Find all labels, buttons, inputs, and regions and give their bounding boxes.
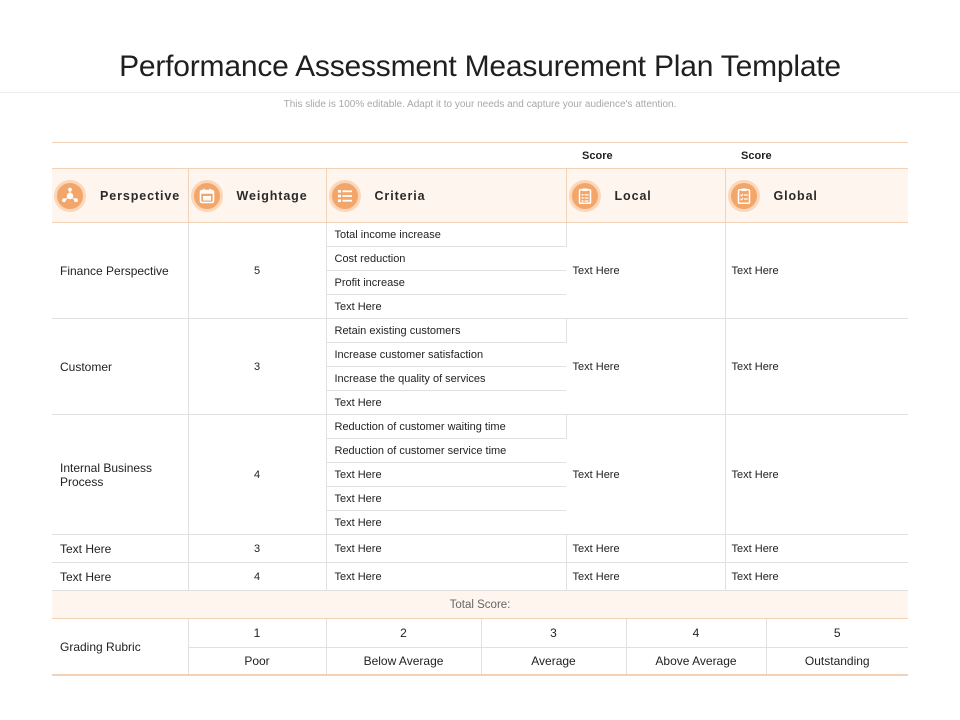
network-icon (54, 180, 86, 212)
local-score-cell: Text Here (566, 415, 725, 535)
assessment-table (52, 142, 908, 676)
header-criteria-label: Criteria (374, 188, 426, 203)
perspective-cell: Text Here (52, 535, 188, 563)
local-score-cell: Text Here (566, 563, 725, 591)
rubric-grade-label: Outstanding (766, 647, 908, 675)
criteria-cell: Text Here (326, 535, 566, 563)
perspective-cell: Internal Business Process (52, 415, 188, 535)
global-score-cell: Text Here (725, 535, 908, 563)
score-row (52, 143, 908, 169)
criteria-cell: Cost reduction (326, 247, 566, 271)
criteria-cell: Total income increase (326, 223, 566, 247)
rubric-label: Grading Rubric (52, 619, 188, 675)
header-local (566, 169, 725, 223)
rubric-numbers-row (52, 619, 908, 647)
criteria-cell: Text Here (326, 487, 566, 511)
rubric-number: 1 (188, 619, 326, 647)
rubric-grade-label: Above Average (626, 647, 766, 675)
criteria-cell: Text Here (326, 563, 566, 591)
header-global-label: Global (773, 188, 818, 203)
weightage-cell: 4 (188, 415, 326, 535)
criteria-cell: Text Here (326, 511, 566, 535)
header-perspective (52, 169, 188, 223)
criteria-cell: Profit increase (326, 271, 566, 295)
local-score-cell: Text Here (566, 223, 725, 319)
criteria-cell: Increase customer satisfaction (326, 343, 566, 367)
title-divider (0, 92, 960, 93)
weightage-cell: 5 (188, 223, 326, 319)
local-score-cell: Text Here (566, 535, 725, 563)
page-subtitle: This slide is 100% editable. Adapt it to your needs and capture your audience's attention. (283, 99, 677, 110)
checklist-icon (329, 180, 361, 212)
perspective-cell: Text Here (52, 563, 188, 591)
rubric-grade-label: Poor (188, 647, 326, 675)
header-criteria (326, 169, 566, 223)
criteria-cell: Text Here (326, 463, 566, 487)
table-row (52, 535, 908, 563)
table-row (52, 319, 908, 343)
table-row (52, 223, 908, 247)
weightage-cell: 3 (188, 535, 326, 563)
rubric-number: 3 (481, 619, 626, 647)
clipboard-check-icon (728, 180, 760, 212)
page-title: Performance Assessment Measurement Plan Template (119, 50, 841, 83)
criteria-cell: Retain existing customers (326, 319, 566, 343)
criteria-cell: Text Here (326, 295, 566, 319)
criteria-cell: Increase the quality of services (326, 367, 566, 391)
global-score-cell: Text Here (725, 223, 908, 319)
score-local-label: Score (566, 143, 725, 169)
global-score-cell: Text Here (725, 319, 908, 415)
header-perspective-label: Perspective (100, 188, 181, 203)
header-weightage-label: Weightage (236, 188, 308, 203)
rubric-number: 2 (326, 619, 481, 647)
score-global-label: Score (725, 143, 908, 169)
criteria-cell: Reduction of customer waiting time (326, 415, 566, 439)
total-score-label: Total Score: (52, 591, 908, 619)
local-score-cell: Text Here (566, 319, 725, 415)
total-score-row (52, 591, 908, 619)
header-weightage (188, 169, 326, 223)
criteria-cell: Text Here (326, 391, 566, 415)
global-score-cell: Text Here (725, 415, 908, 535)
rubric-number: 5 (766, 619, 908, 647)
criteria-cell: Reduction of customer service time (326, 439, 566, 463)
clipboard-list-icon (569, 180, 601, 212)
table-row (52, 415, 908, 439)
rubric-grade-label: Below Average (326, 647, 481, 675)
rubric-grade-label: Average (481, 647, 626, 675)
perspective-cell: Finance Perspective (52, 223, 188, 319)
rubric-number: 4 (626, 619, 766, 647)
global-score-cell: Text Here (725, 563, 908, 591)
header-global (725, 169, 908, 223)
weightage-cell: 4 (188, 563, 326, 591)
weightage-cell: 3 (188, 319, 326, 415)
table-row (52, 563, 908, 591)
header-row (52, 169, 908, 223)
calendar-icon (191, 180, 223, 212)
grading-rubric (52, 619, 908, 676)
perspective-cell: Customer (52, 319, 188, 415)
header-local-label: Local (614, 188, 652, 203)
